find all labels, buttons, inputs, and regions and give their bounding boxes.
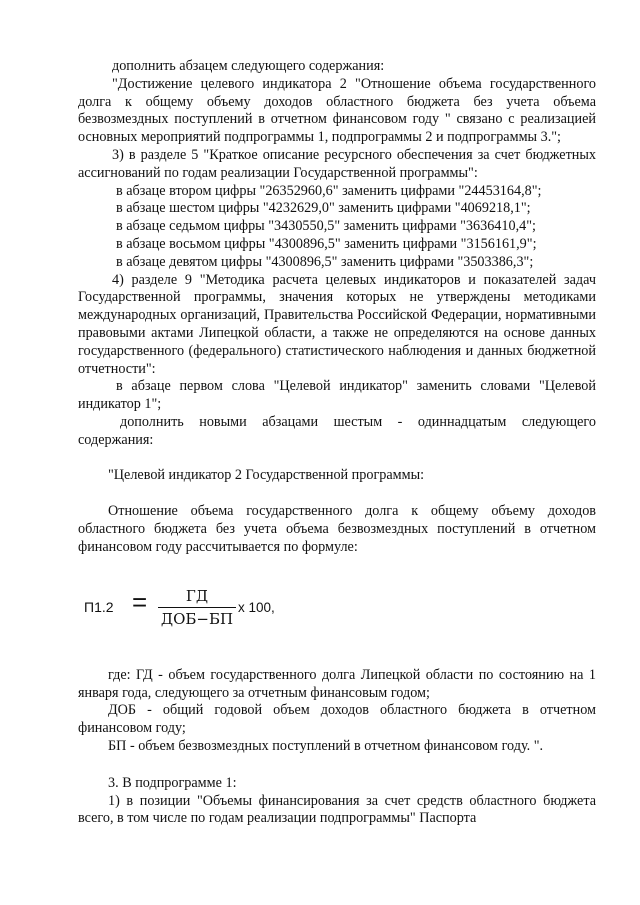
replacement-line-7: в абзаце седьмом цифры "3430550,5" заменить цифрами "3636410,4"; bbox=[116, 218, 536, 235]
paragraph-subprogram-1: 3. В подпрограмме 1: bbox=[108, 774, 237, 791]
paragraph-gd-definition: где: ГД - объем государственного долга Липецкой области по состоянию на 1 января года, следующего за отчетным финансовым годом; bbox=[78, 666, 596, 701]
formula-multiplier: х 100, bbox=[238, 599, 275, 615]
formula-numerator: ГД bbox=[158, 587, 236, 608]
formula-denominator: ДОБ−БП bbox=[160, 609, 234, 628]
replacement-line-6: в абзаце шестом цифры "4232629,0" заменить цифрами "4069218,1"; bbox=[116, 200, 531, 217]
paragraph-indicator-1-rename: в абзаце первом слова "Целевой индикатор" заменить словами "Целевой индикатор 1"; bbox=[78, 378, 596, 413]
formula-label: П1.2 bbox=[84, 598, 114, 615]
paragraph-add-abzac: дополнить абзацем следующего содержания: bbox=[112, 58, 385, 74]
document-page bbox=[78, 58, 596, 828]
paragraph-ratio-definition: Отношение объема государственного долга к общему объему доходов областного бюджета без учета объема безвозмездных поступлений в отчетном финансовом году рассчитывается по формуле: bbox=[78, 503, 596, 555]
formula bbox=[78, 557, 596, 667]
replacement-line-2: в абзаце втором цифры "26352960,6" заменить цифрами "24453164,8"; bbox=[116, 182, 542, 199]
replacement-line-9: в абзаце девятом цифры "4300896,5" заменить цифрами "3503386,3"; bbox=[116, 253, 534, 270]
paragraph-section-9: 4) разделе 9 "Методика расчета целевых индикаторов и показателей задач Государственной программы, значения которых не утверждены методиками международных организаций, Правительства Российской Федерации, нормативными правовыми актами Липецкой области, а также не определяются на основе данных государственного (федерального) статистического наблюдения и данных бюджетной отчетности": bbox=[78, 271, 596, 377]
paragraph-section-5: 3) в разделе 5 "Краткое описание ресурсного обеспечения за счет бюджетных ассигнований по годам реализации Государственной программы": bbox=[78, 146, 596, 181]
paragraph-dob-definition: ДОБ - общий годовой объем доходов областного бюджета в отчетном финансовом году; bbox=[78, 702, 596, 737]
paragraph-bp-definition: БП - объем безвозмездных поступлений в отчетном финансовом году. ". bbox=[108, 737, 544, 754]
paragraph-financing-position: 1) в позиции "Объемы финансирования за счет средств областного бюджета всего, в том числе по годам реализации подпрограммы" Паспорта bbox=[78, 792, 596, 827]
paragraph-indicator-2-achievement: "Достижение целевого индикатора 2 "Отношение объема государственного долга к общему объему доходов областного бюджета без учета объема безвозмездных поступлений в отчетном финансовом году " связано с реализацией основных мероприятий подпрограммы 1, подпрограммы 2 и подпрограммы 3."; bbox=[78, 75, 596, 146]
paragraph-add-new-abzacs: дополнить новыми абзацами шестым - одиннадцатым следующего содержания: bbox=[78, 413, 596, 448]
replacement-line-8: в абзаце восьмом цифры "4300896,5" заменить цифрами "3156161,9"; bbox=[116, 235, 537, 252]
paragraph-indicator-2-title: "Целевой индикатор 2 Государственной программы: bbox=[108, 466, 425, 483]
formula-equals: = bbox=[132, 586, 148, 617]
formula-fraction bbox=[158, 587, 236, 628]
